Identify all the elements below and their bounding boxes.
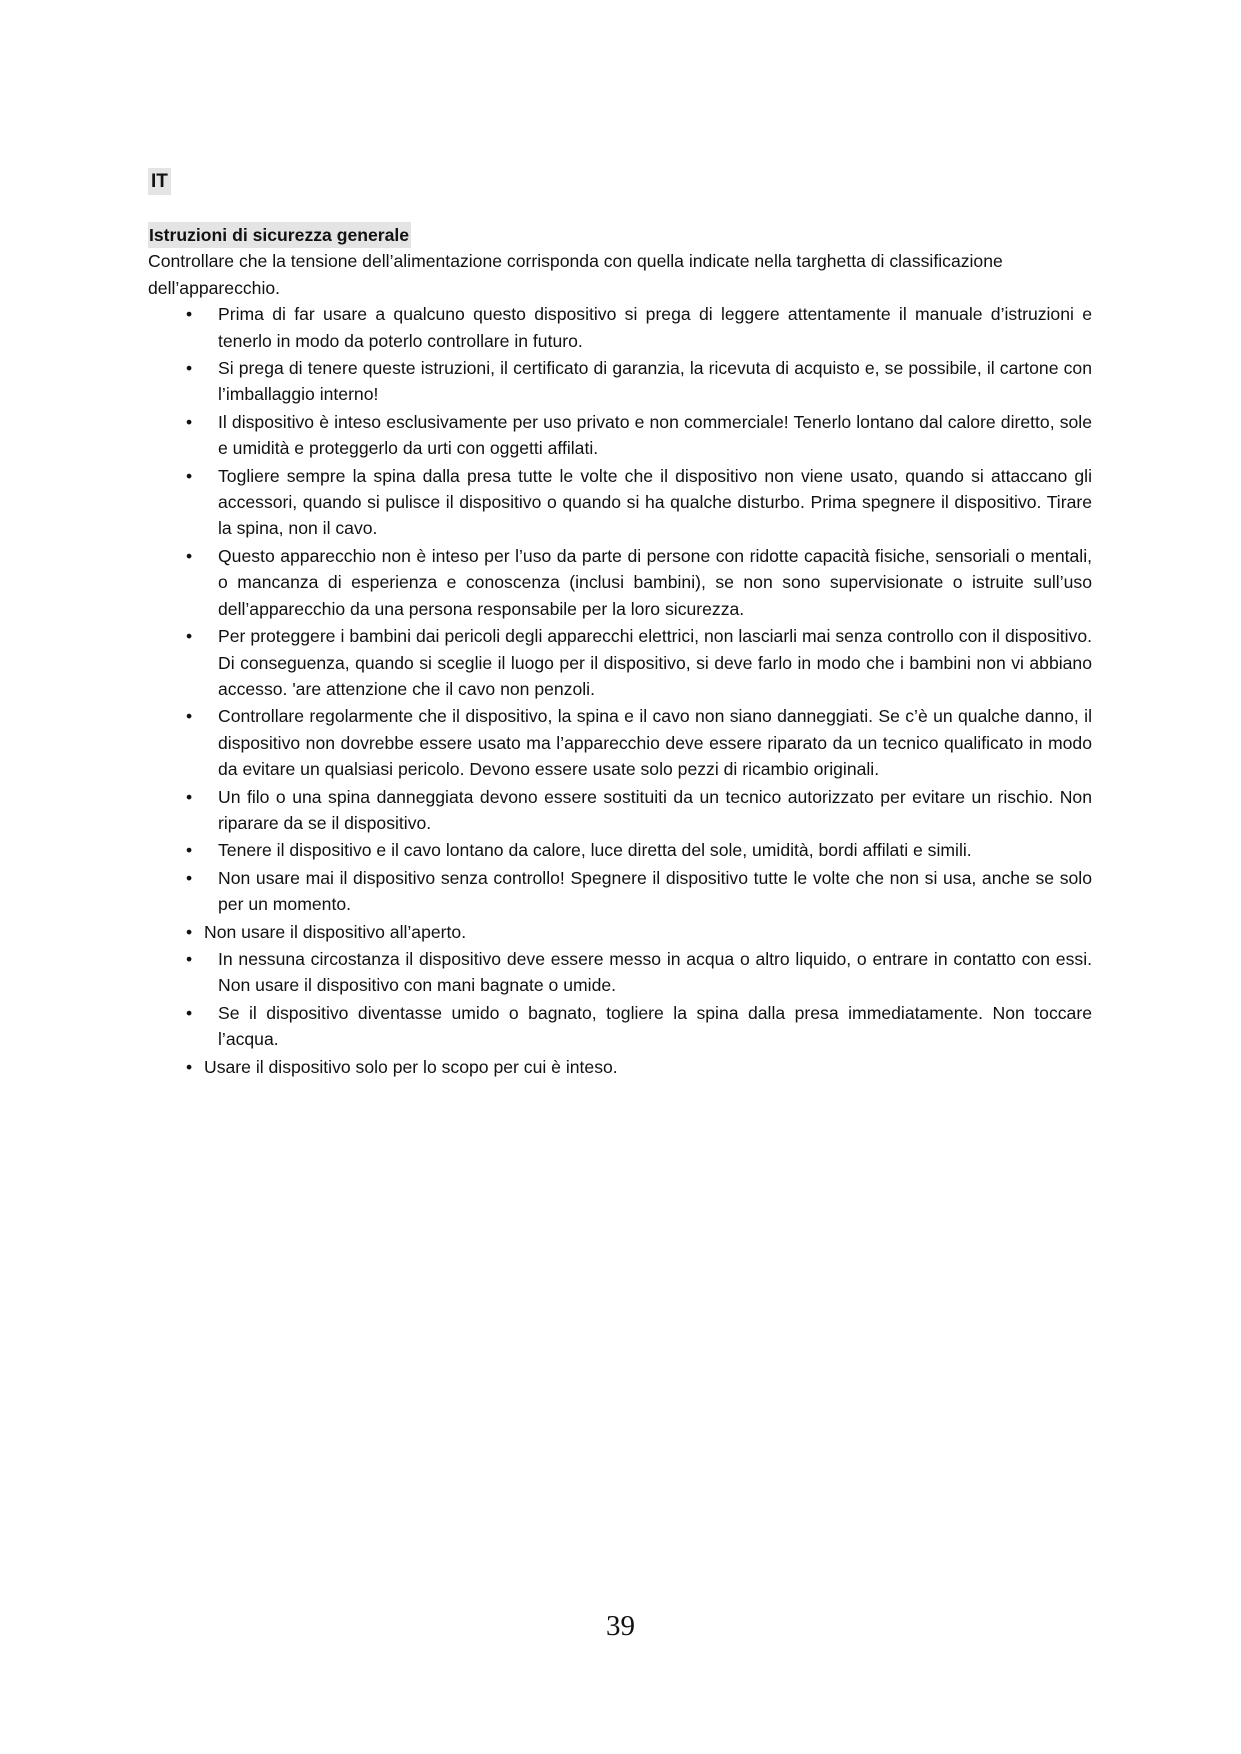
list-item-text: Tenere il dispositivo e il cavo lontano da calore, luce diretta del sole, umidità, bordi affilati e simili.	[218, 840, 972, 861]
list-item-text: Se il dispositivo diventasse umido o bagnato, togliere la spina dalla presa immediatamente. Non toccare l’acqua.	[218, 1002, 1092, 1050]
list-item-text: Per proteggere i bambini dai pericoli degli apparecchi elettrici, non lasciarli mai senza controllo con il dispositivo. Di conseguenza, quando si sceglie il luogo per il dispositivo, si deve farlo in modo che i bambini non vi abbiano accesso. 'are attenzione che il cavo non penzoli.	[218, 626, 1092, 699]
list-item	[148, 301, 1092, 354]
list-item	[148, 355, 1092, 408]
list-item	[148, 919, 1092, 945]
list-item	[148, 865, 1092, 918]
list-item	[148, 946, 1092, 999]
bullet-icon: •	[186, 786, 193, 807]
bullet-icon: •	[186, 867, 193, 888]
list-item-text: Prima di far usare a qualcuno questo dispositivo si prega di leggere attentamente il manuale d’istruzioni e tenerlo in modo da poterlo controllare in futuro.	[218, 304, 1092, 351]
list-item	[148, 623, 1092, 702]
list-item	[148, 703, 1092, 782]
list-item-text: Togliere sempre la spina dalla presa tutte le volte che il dispositivo non viene usato, quando si attaccano gli accessori, quando si pulisce il dispositivo o quando si ha qualche disturbo. Prima spegnere il dispositivo. Tirare la spina, non il cavo.	[218, 465, 1092, 539]
list-item	[148, 1054, 1092, 1080]
language-tag: IT	[148, 168, 171, 195]
list-item-text: Un filo o una spina danneggiata devono essere sostituiti da un tecnico autorizzato per evitare un rischio. Non riparare da se il dispositivo.	[218, 786, 1092, 833]
bullet-icon: •	[186, 465, 193, 486]
section-title: Istruzioni di sicurezza generale	[148, 222, 411, 248]
safety-rules-list	[148, 301, 1092, 1080]
bullet-icon: •	[186, 921, 193, 942]
list-item-text: Questo apparecchio non è inteso per l’uso da parte di persone con ridotte capacità fisiche, sensoriali o mentali, o mancanza di esperienza e conoscenza (inclusi bambini), se non sono supervisionate o istruite sull’uso dell’apparecchio da una persona responsabile per la loro sicurezza.	[218, 545, 1092, 619]
bullet-icon: •	[186, 840, 193, 861]
bullet-icon: •	[186, 1002, 193, 1023]
bullet-icon: •	[186, 545, 193, 566]
list-item-text: Non usare il dispositivo all’aperto.	[204, 921, 467, 942]
list-item	[148, 543, 1092, 622]
list-item	[148, 463, 1092, 542]
list-item	[148, 784, 1092, 837]
list-item-text: Controllare regolarmente che il dispositivo, la spina e il cavo non siano danneggiati. Se c’è un qualche danno, il dispositivo non dovrebbe essere usato ma l’apparecchio deve essere riparato da un tecnico qualificato in modo da evitare un qualsiasi pericolo. Devono essere usate solo pezzi di ricambio originali.	[218, 706, 1092, 780]
safety-section	[148, 222, 1092, 1081]
list-item	[148, 1000, 1092, 1053]
bullet-icon: •	[186, 411, 193, 432]
list-item-text: Non usare mai il dispositivo senza controllo! Spegnere il dispositivo tutte le volte che non si usa, anche se solo per un momento.	[218, 867, 1092, 915]
section-intro: Controllare che la tensione dell’alimentazione corrisponda con quella indicate nella targhetta di classificazione dell’apparecchio.	[148, 251, 1003, 298]
list-item	[148, 409, 1092, 462]
bullet-icon: •	[186, 304, 193, 325]
bullet-icon: •	[186, 358, 193, 379]
list-item	[148, 837, 1092, 863]
bullet-icon: •	[186, 706, 193, 727]
bullet-icon: •	[186, 1056, 193, 1077]
list-item-text: Usare il dispositivo solo per lo scopo per cui è inteso.	[204, 1056, 618, 1077]
list-item-text: In nessuna circostanza il dispositivo deve essere messo in acqua o altro liquido, o entrare in contatto con essi. Non usare il dispositivo con mani bagnate o umide.	[218, 948, 1092, 996]
page-number: 39	[606, 1610, 635, 1642]
bullet-icon: •	[186, 948, 193, 969]
list-item-text: Il dispositivo è inteso esclusivamente per uso privato e non commerciale! Tenerlo lontano dal calore diretto, sole e umidità e proteggerlo da urti con oggetti affilati.	[218, 411, 1092, 459]
bullet-icon: •	[186, 626, 193, 647]
list-item-text: Si prega di tenere queste istruzioni, il certificato di garanzia, la ricevuta di acquisto e, se possibile, il cartone con l’imballaggio interno!	[218, 358, 1092, 405]
